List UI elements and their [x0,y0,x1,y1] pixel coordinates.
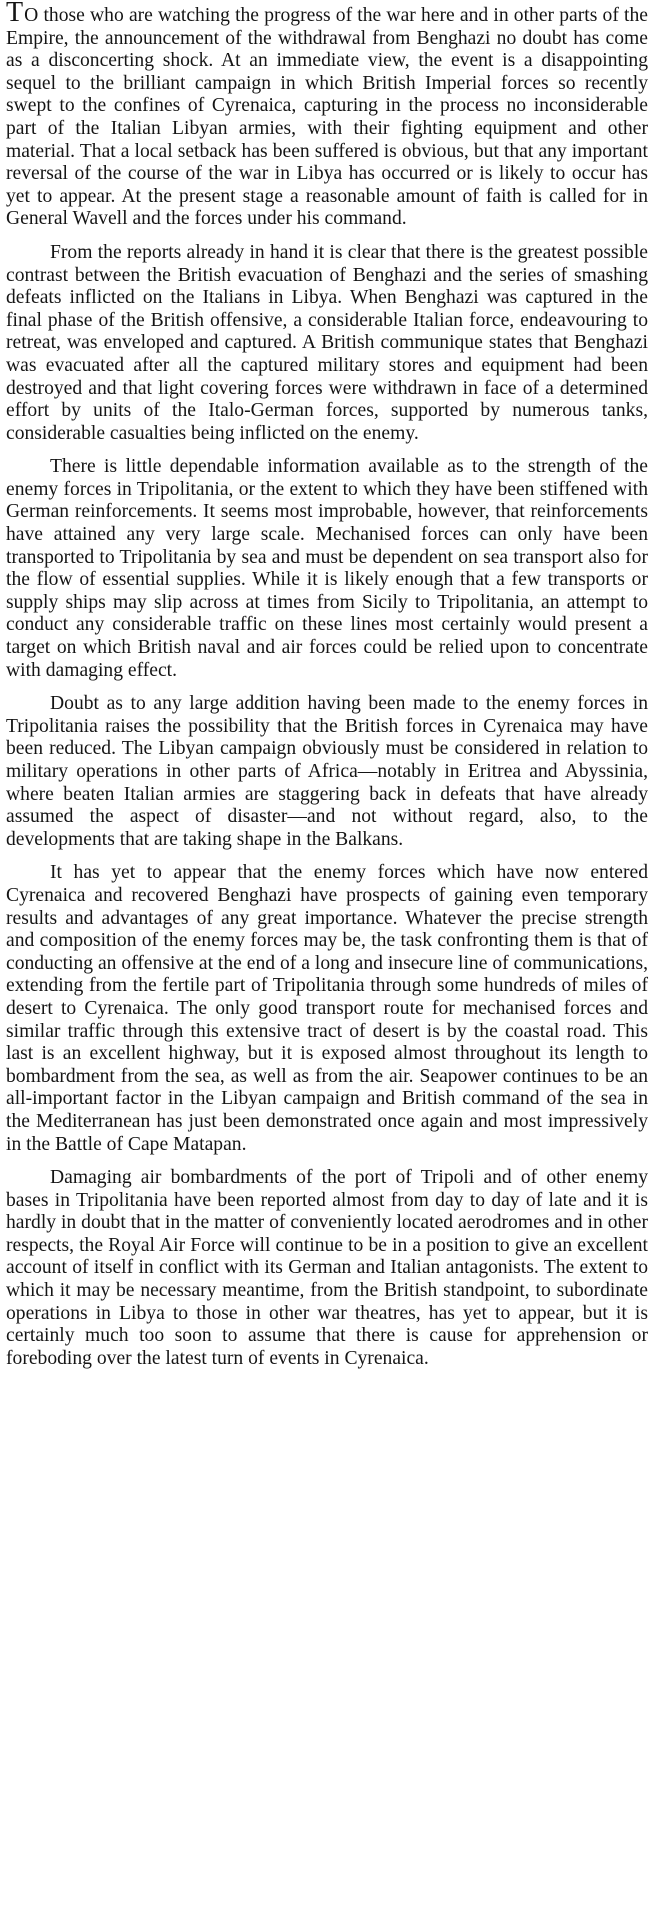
article-paragraph-2: From the reports already in hand it is clear that there is the greatest possible contrast between the British evacuation of Benghazi and the series of smashing defeats inflicted on the Italians in Libya. When Benghazi was captured in the final phase of the British offensive, a considerable Italian force, endeavouring to retreat, was enveloped and captured. A British communique states that Benghazi was evacuated after all the captured military stores and equipment had been destroyed and that light covering forces were withdrawn in face of a determined effort by units of the Italo-German forces, supported by numerous tanks, considerable casualties being inflicted on the enemy. [6,241,648,444]
article-paragraph-4: Doubt as to any large addition having been made to the enemy forces in Tripolitania raises the possibility that the British forces in Cyrenaica may have been reduced. The Libyan campaign obviously must be considered in relation to military operations in other parts of Africa—notably in Eritrea and Abyssinia, where beaten Italian armies are staggering back in defeats that have already assumed the aspect of disaster—and not without regard, also, to the developments that are taking shape in the Balkans. [6,693,648,850]
article-paragraph-5: It has yet to appear that the enemy forces which have now entered Cyrenaica and recovered Benghazi have prospects of gaining even temporary results and advantages of any great importance. Whatever the precise strength and composition of the enemy forces may be, the task confronting them is that of conducting an offensive at the end of a long and insecure line of communications, extending from the fertile part of Tripolitania through some hundreds of miles of desert to Cyrenaica. The only good transport route for mechanised forces and similar traffic through this extensive tract of desert is by the coastal road. This last is an excellent highway, but it is exposed almost throughout its length to bombardment from the sea, as well as from the air. Seapower continues to be an all-important factor in the Libyan campaign and British command of the sea in the Mediterranean has just been demonstrated once again and most impressively in the Battle of Cape Matapan. [6,862,648,1155]
article-paragraph-6: Damaging air bombardments of the port of Tripoli and of other enemy bases in Tripolitania have been reported almost from day to day of late and it is hardly in doubt that in the matter of conveniently located aerodromes and in other respects, the Royal Air Force will continue to be in a position to give an excellent account of itself in conflict with its German and Italian antagonists. The extent to which it may be necessary meantime, from the British standpoint, to subordinate operations in Libya to those in other war theatres, has yet to appear, but it is certainly much too soon to assume that there is cause for apprehension or foreboding over the latest turn of events in Cyrenaica. [6,1167,648,1369]
paragraph-text: O those who are watching the progress of the war here and in other parts of the Empire, the announcement of the withdrawal from Benghazi no doubt has come as a disconcerting shock. At an immediate view, the event is a disappointing sequel to the brilliant campaign in which British Imperial forces so recently swept to the confines of Cyrenaica, capturing in the process no inconsiderable part of the Italian Libyan armies, with their fighting equipment and other material. That a local setback has been suffered is obvious, but that any important reversal of the course of the war in Libya has occurred or is likely to occur has yet to appear. At the present stage a reasonable amount of faith is called for in General Wavell and the forces under his command. [6,5,648,230]
article-paragraph-1 [6,0,648,231]
article-paragraph-3: There is little dependable information available as to the strength of the enemy forces in Tripolitania, or the extent to which they have been stiffened with German reinforcements. It seems most improbable, however, that reinforcements have attained any very large scale. Mechanised forces can only have been transported to Tripolitania by sea and must be dependent on sea transport also for the flow of essential supplies. While it is likely enough that a few transports or supply ships may slip across at times from Sicily to Tripolitania, an attempt to conduct any considerable traffic on these lines most certainly would present a target on which British naval and air forces could be relied upon to concentrate with damaging effect. [6,456,648,681]
drop-cap: T [6,0,24,28]
